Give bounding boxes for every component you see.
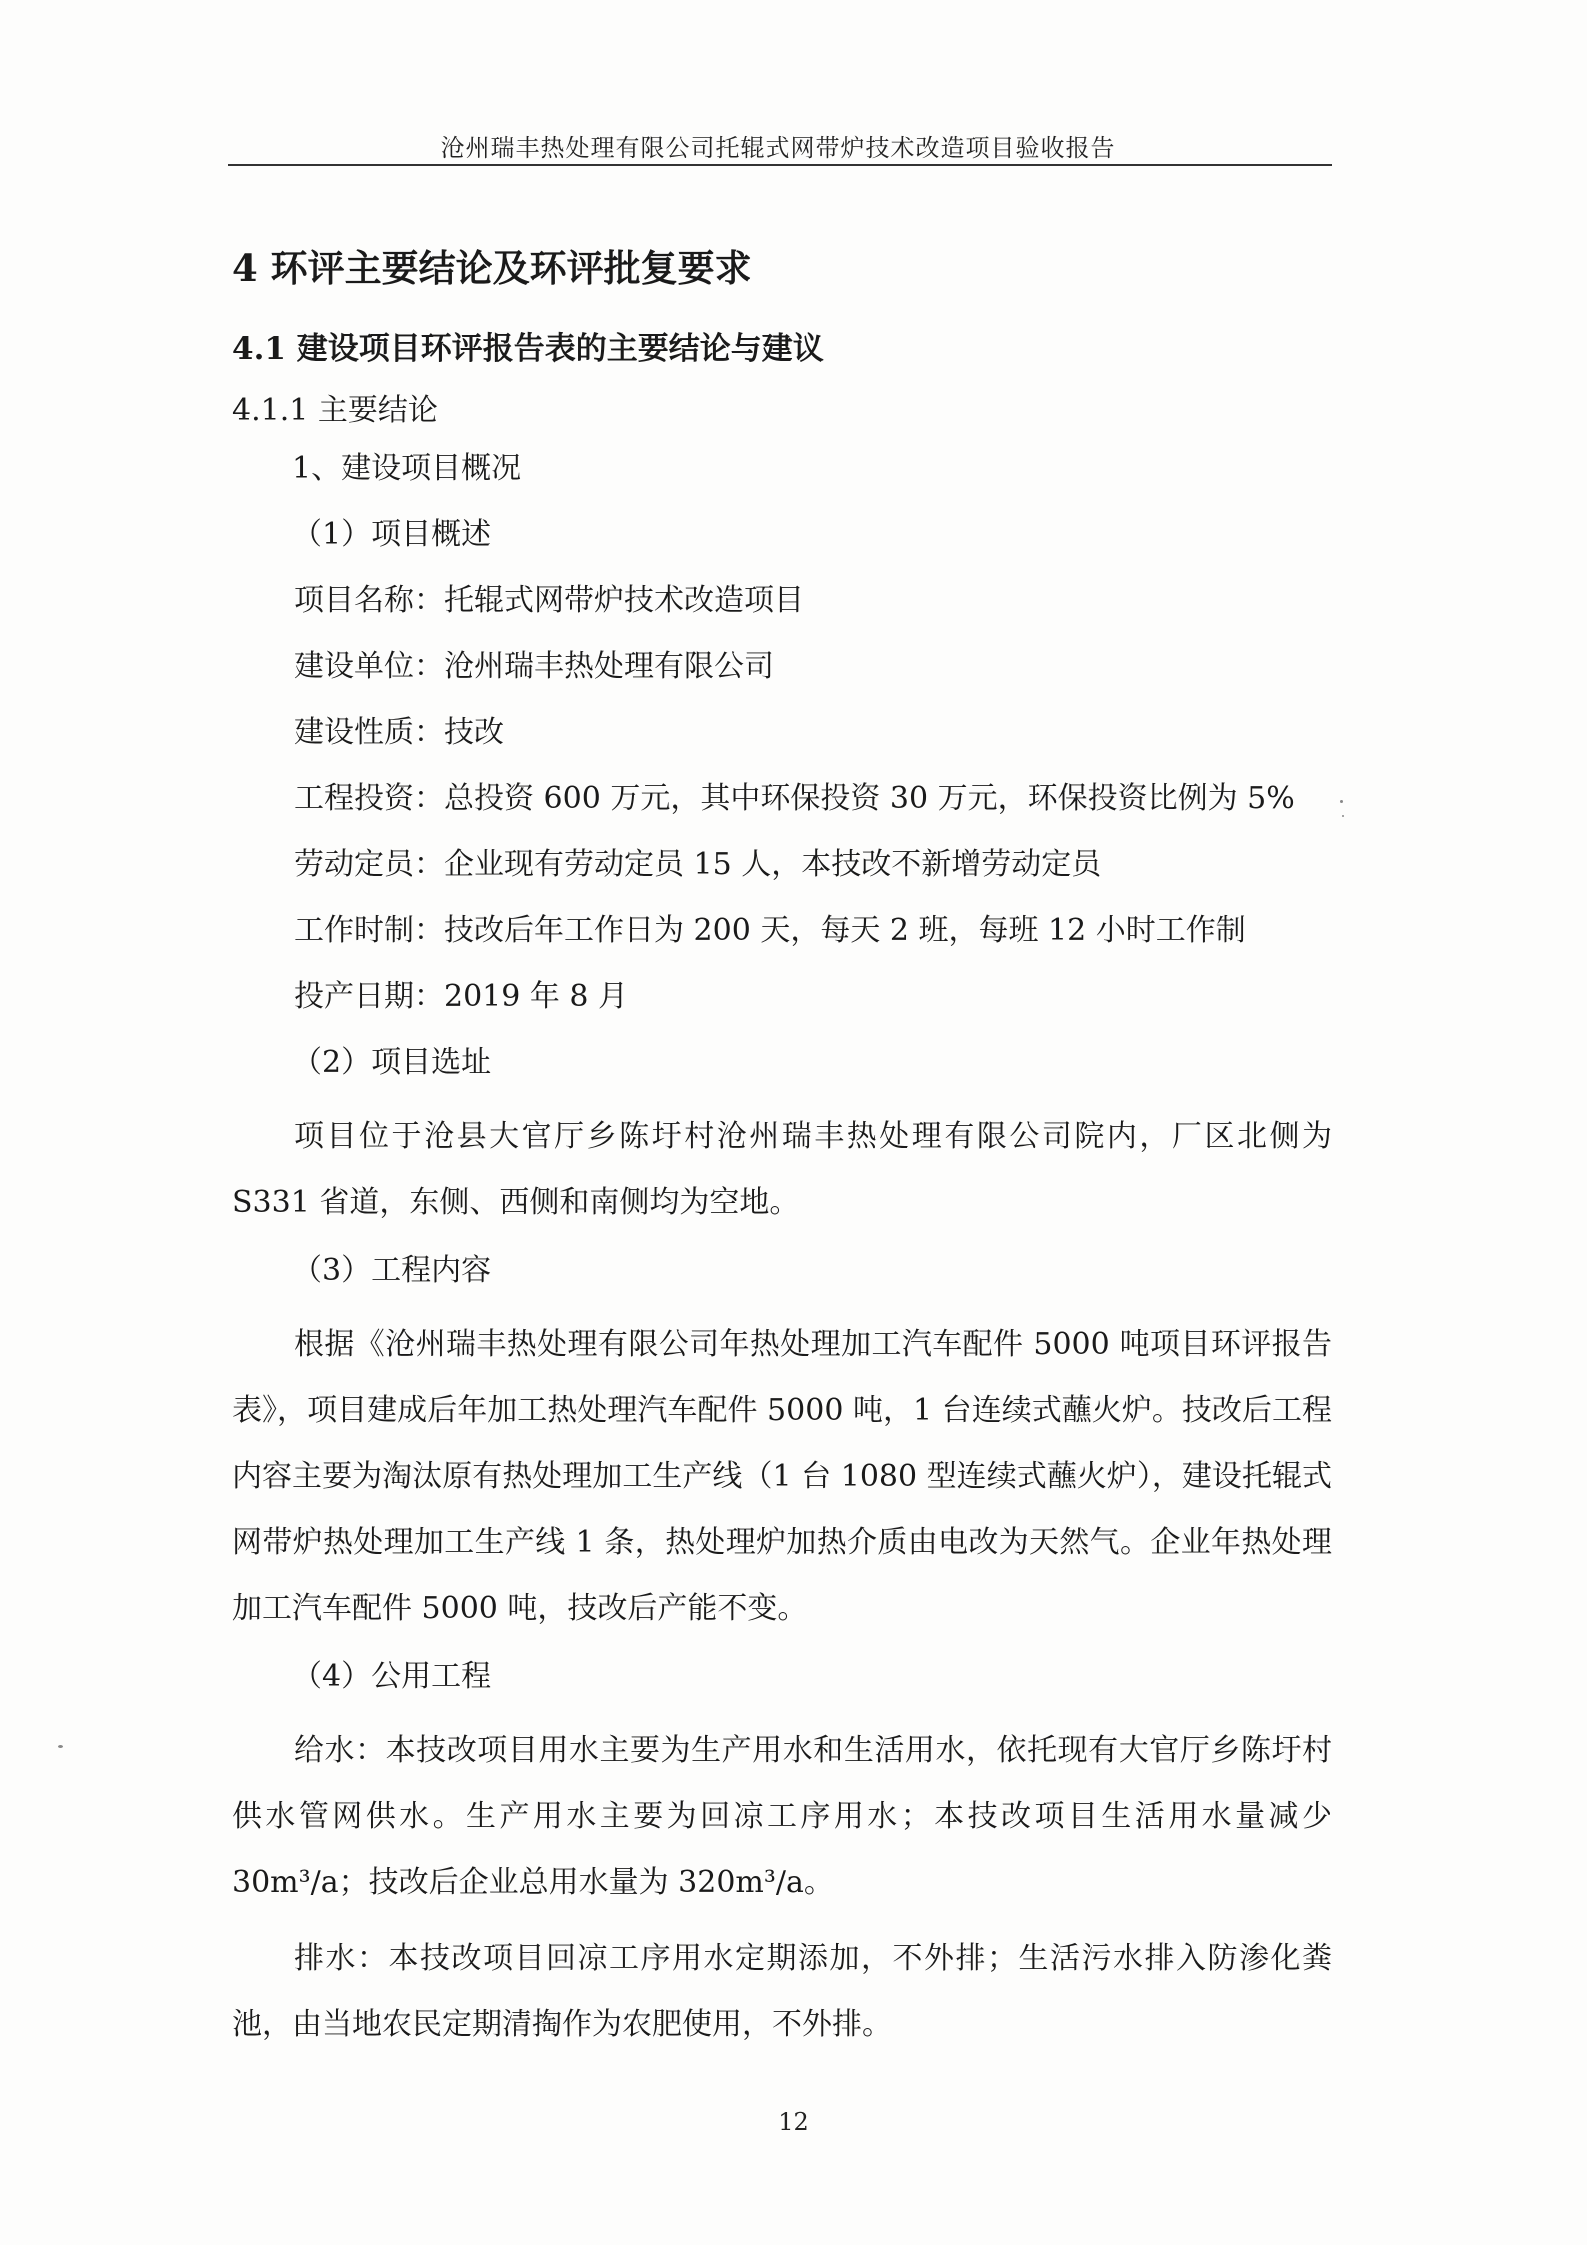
engineering-content-paragraph: 根据《沧州瑞丰热处理有限公司年热处理加工汽车配件 5000 吨项目环评报告表》，项目建成后年加工热处理汽车配件 5000 吨，1 台连续式蘸火炉。技改后工程内容主要为淘汰原有热处理加工生产线（1 台 1080 型连续式蘸火炉），建设托辊式网带炉热处理加工生产线 1 条，热处理炉加热介质由电改为天然气。企业年热处理加工汽车配件 5000 吨，技改后产能不变。: [232, 1327, 1332, 1626]
water-supply-paragraph: 给水：本技改项目用水主要为生产用水和生活用水，依托现有大官厅乡陈圩村供水管网供水。生产用水主要为回凉工序用水；本技改项目生活用水量减少 30m³/a；技改后企业总用水量为 320m³/a。: [232, 1733, 1332, 1900]
chapter-heading: 4 环评主要结论及环评批复要求: [232, 246, 752, 290]
scan-speck: [1342, 815, 1344, 817]
construction-nature: 建设性质：技改: [294, 715, 504, 750]
header-rule: [228, 164, 1332, 166]
page-number: 12: [778, 2108, 809, 2136]
project-name: 项目名称：托辊式网带炉技术改造项目: [294, 583, 804, 618]
section-heading: 4.1 建设项目环评报告表的主要结论与建议: [232, 331, 824, 367]
project-investment: 工程投资：总投资 600 万元，其中环保投资 30 万元，环保投资比例为 5%: [294, 781, 1295, 816]
subheading-engineering-content: （3）工程内容: [292, 1253, 492, 1288]
subheading-utilities: （4）公用工程: [292, 1659, 492, 1694]
running-header: 沧州瑞丰热处理有限公司托辊式网带炉技术改造项目验收报告: [440, 134, 1116, 162]
labor-staffing: 劳动定员：企业现有劳动定员 15 人，本技改不新增劳动定员: [294, 847, 1102, 882]
subsection-heading: 4.1.1 主要结论: [232, 393, 438, 428]
subheading-project-location: （2）项目选址: [292, 1045, 492, 1080]
scan-speck: [58, 1745, 63, 1748]
location-paragraph: 项目位于沧县大官厅乡陈圩村沧州瑞丰热处理有限公司院内，厂区北侧为 S331 省道，东侧、西侧和南侧均为空地。: [232, 1119, 1332, 1220]
overview-heading: 1、建设项目概况: [292, 451, 522, 486]
production-date: 投产日期：2019 年 8 月: [294, 979, 629, 1014]
drainage-paragraph: 排水：本技改项目回凉工序用水定期添加，不外排；生活污水排入防渗化粪池，由当地农民定期清掏作为农肥使用，不外排。: [232, 1941, 1332, 2042]
work-schedule: 工作时制：技改后年工作日为 200 天，每天 2 班，每班 12 小时工作制: [294, 913, 1246, 948]
page-content: [232, 240, 1332, 2060]
scan-speck: [1340, 800, 1343, 803]
subheading-project-overview: （1）项目概述: [292, 517, 492, 552]
construction-unit: 建设单位：沧州瑞丰热处理有限公司: [294, 649, 774, 684]
